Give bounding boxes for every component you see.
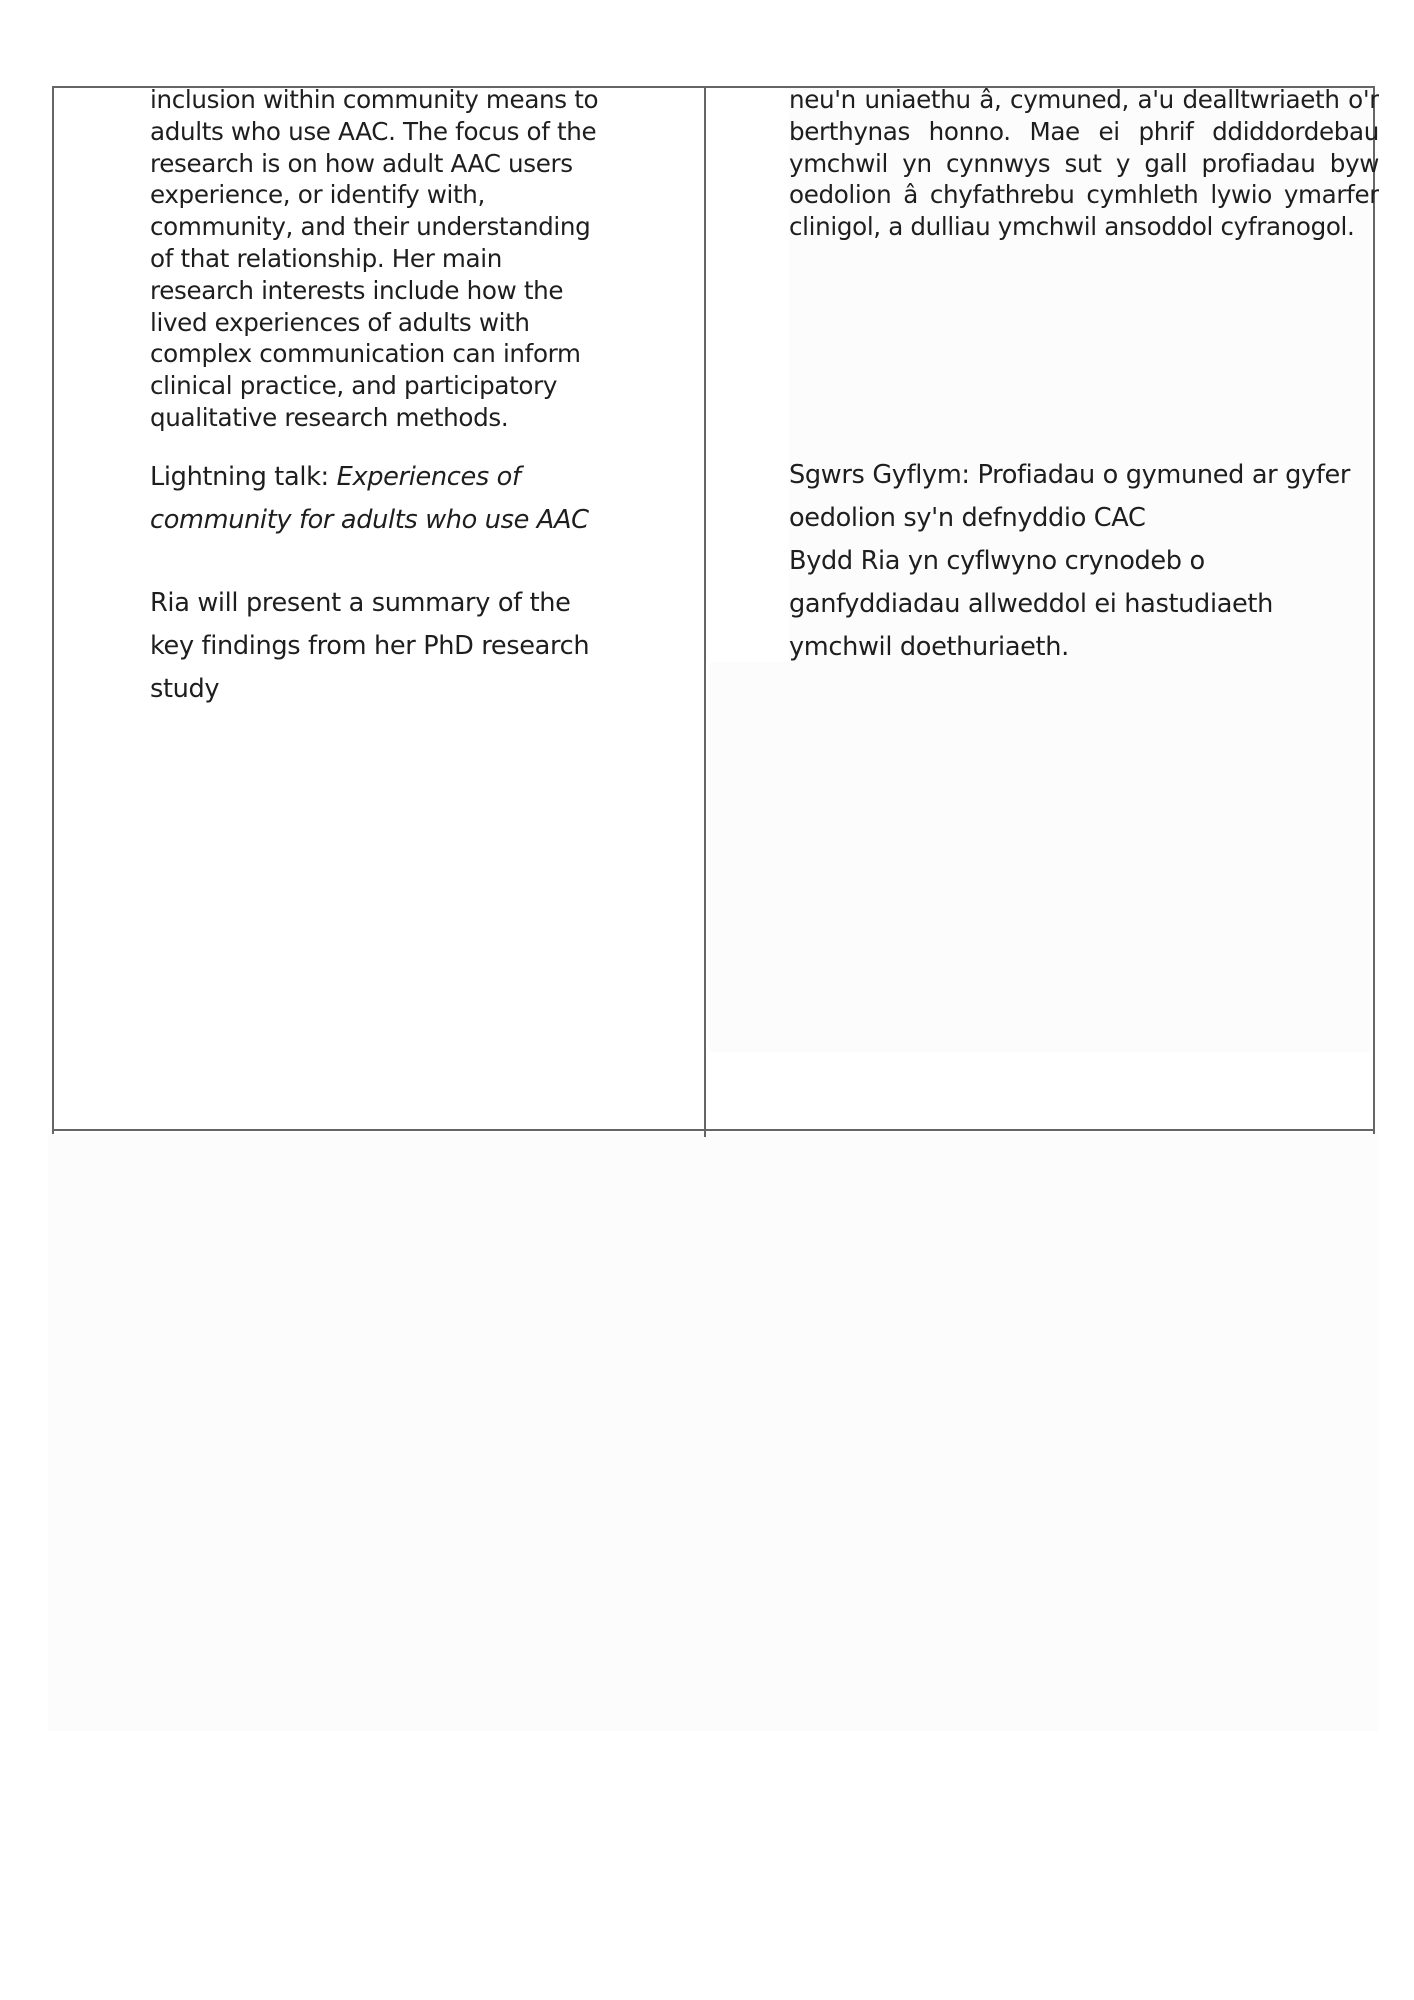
talk-label: Lightning talk: [150,461,337,492]
welsh-talk-summary: Bydd Ria yn cyflwyno crynodeb o ganfyddiadau allweddol ei hastudiaeth ymchwil doethuriaeth. [789,545,1273,662]
welsh-bio: neu'n uniaethu â, cymuned, a'u dealltwriaeth o'r berthynas honno. Mae ei phrif ddiddordebau ymchwil yn cynnwys sut y gall profiadau byw oedolion â chyfathrebu cymhleth lywio ymarfer clinigol, a dulliau ymchwil ansoddol cyfranogol. [789,85,1379,242]
english-cell [150,84,600,711]
talk-title: Experiences of community for adults who use AAC [150,461,589,535]
english-bio: inclusion within community means to adults who use AAC. The focus of the research is on how adult AAC users experience, or identify with, community, and their understanding of that relationship. Her main research interests include how the lived experiences of adults with complex communication can inform clinical practice, and participatory qualitative research methods. [150,85,599,432]
english-talk-heading [150,456,600,542]
column-divider [704,86,706,1137]
page-lower-background [48,1133,1378,1731]
welsh-talk-heading: Sgwrs Gyflym: Profiadau o gymuned ar gyfer oedolion sy'n defnyddio CAC [789,459,1351,533]
welsh-cell [789,84,1379,669]
row-bottom-rule [52,1129,1375,1131]
english-talk-summary: Ria will present a summary of the key findings from her PhD research study [150,587,590,704]
